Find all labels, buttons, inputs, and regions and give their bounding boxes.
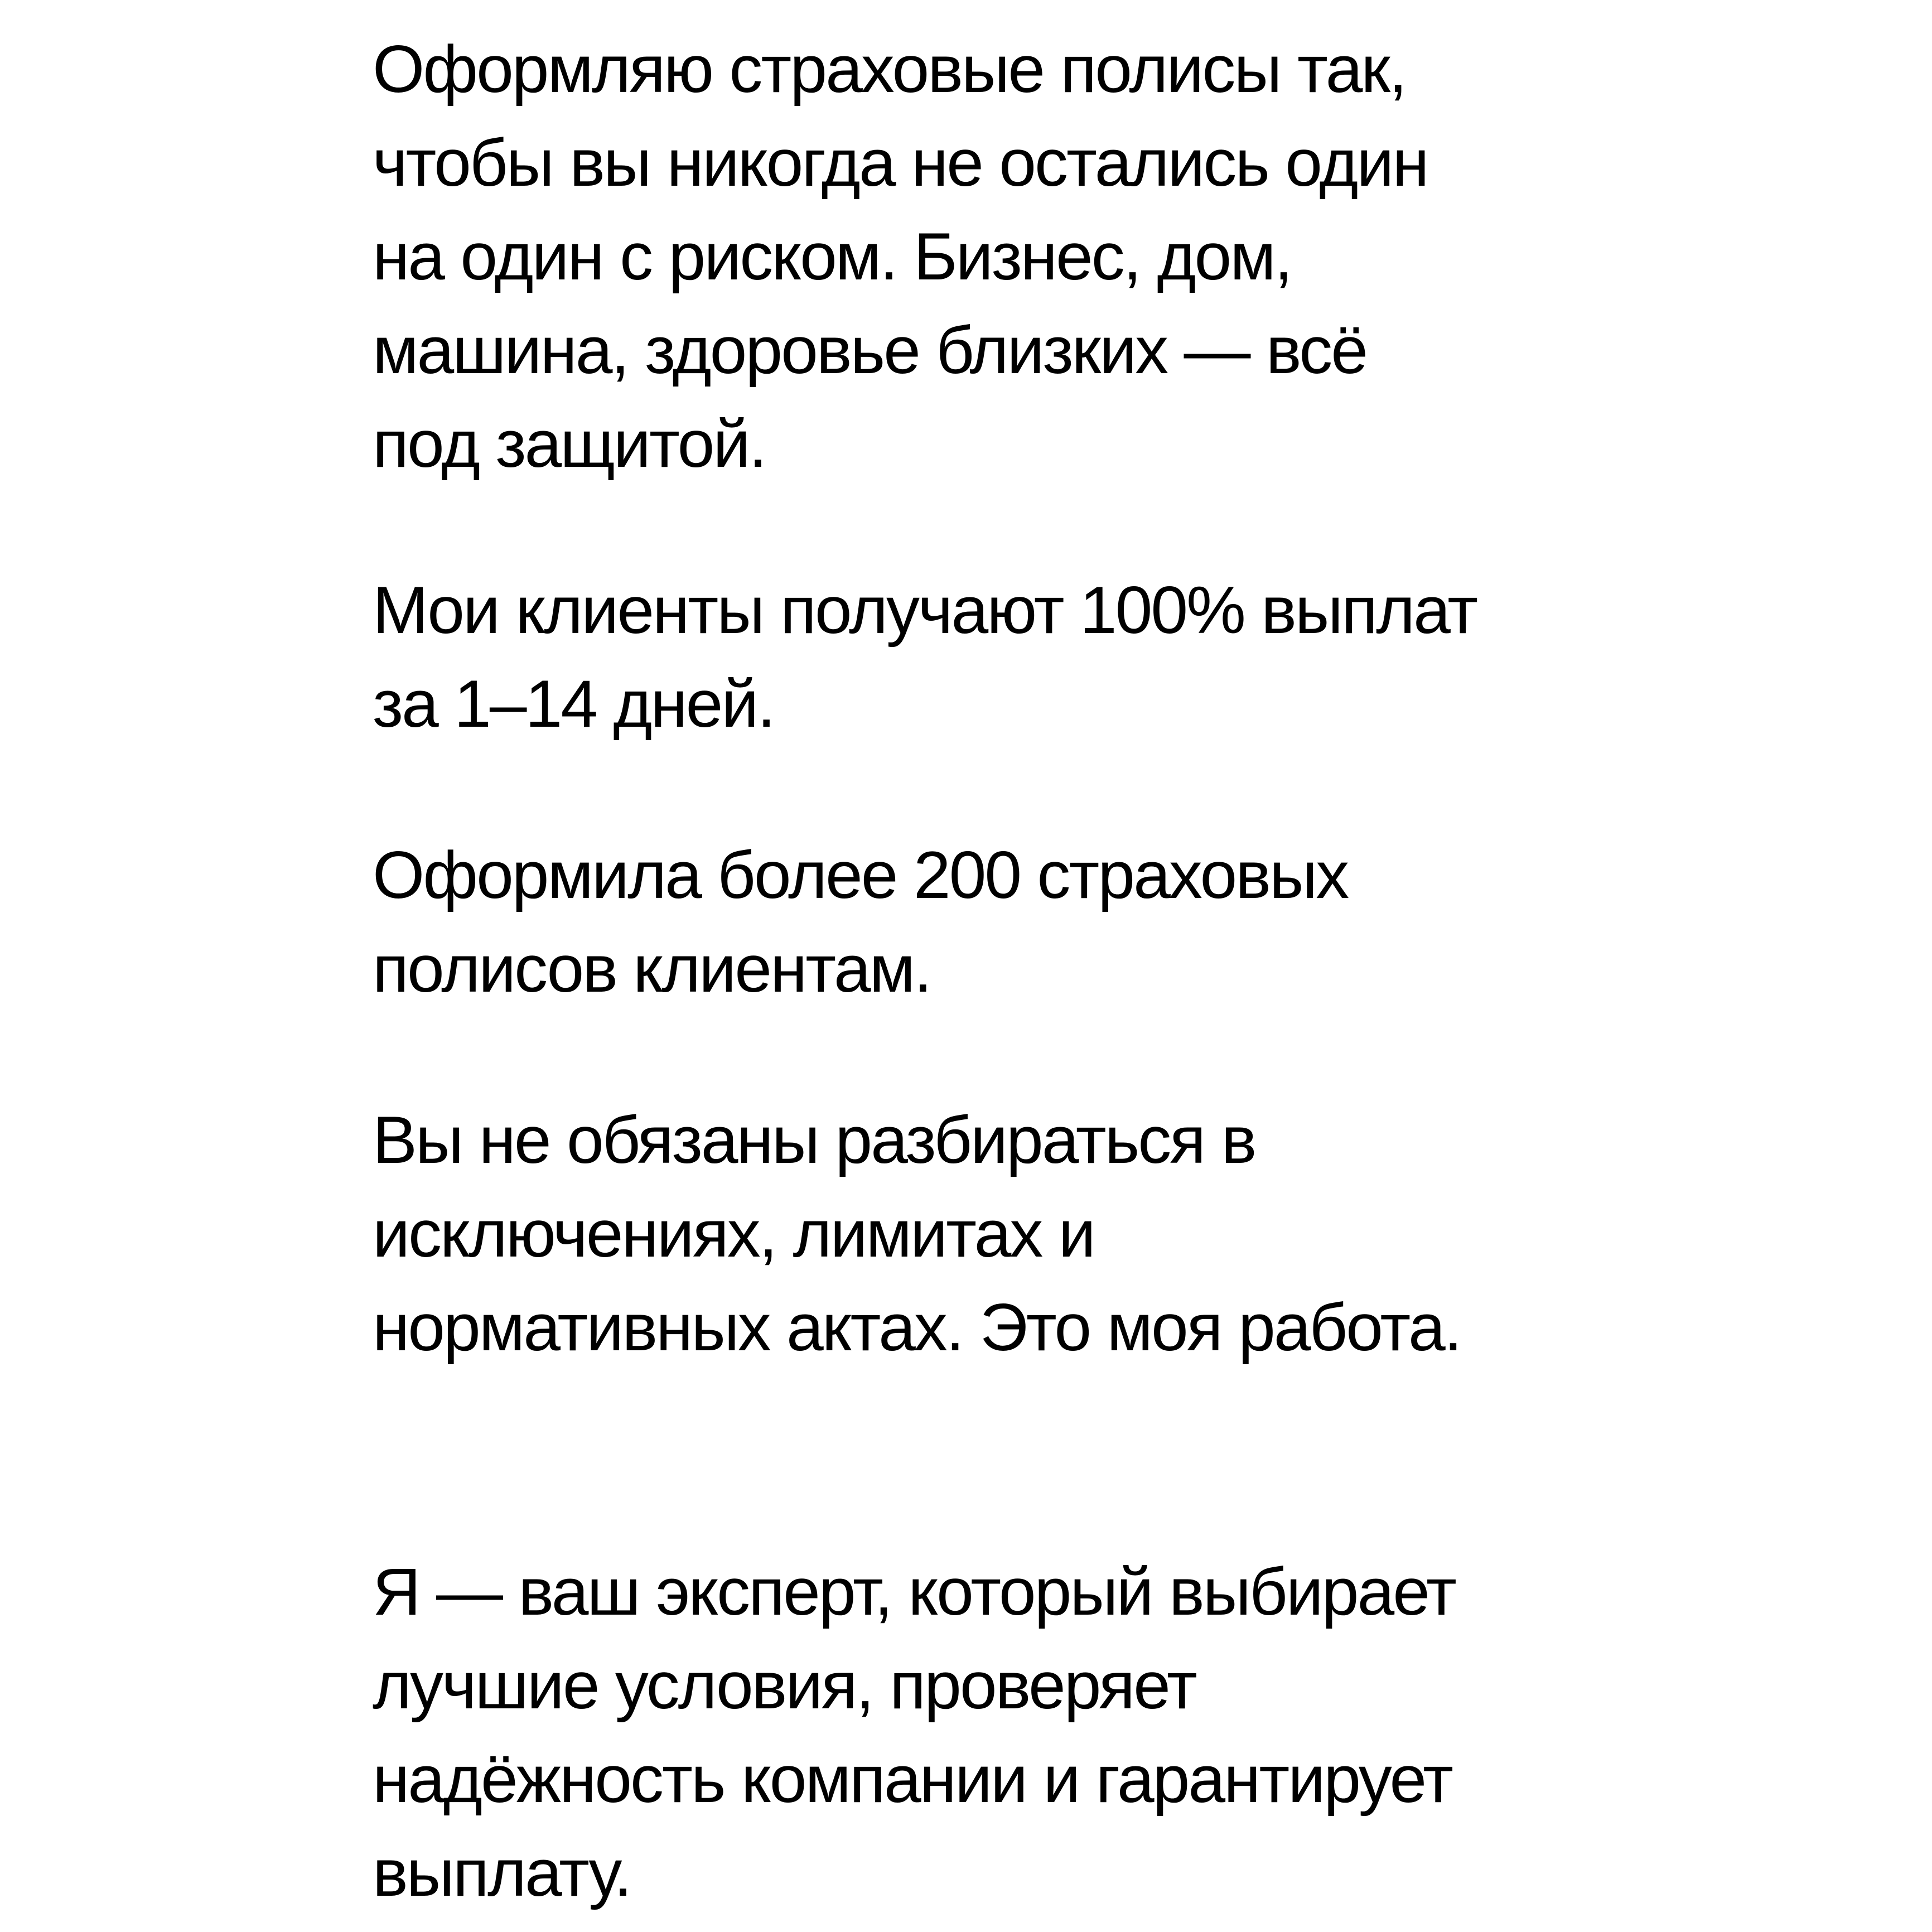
paragraph-payouts: Мои клиенты получают 100% выплат за 1–14 дней. [373, 573, 1477, 741]
paragraph-expert: Я — ваш эксперт, который выбирает лучшие условия, проверяет надёжность компании и гарантирует выплату. [373, 1554, 1455, 1910]
paragraph-policies-count: Оформила более 200 страховых полисов клиентам. [373, 838, 1348, 1006]
paragraph-my-work: Вы не обязаны разбираться в исключениях, лимитах и нормативных актах. Это моя работа. [373, 1103, 1461, 1365]
paragraph-intro: Оформляю страховые полисы так, чтобы вы никогда не остались один на один с риском. Бизнес, дом, машина, здоровье близких — всё под защитой. [373, 32, 1428, 481]
